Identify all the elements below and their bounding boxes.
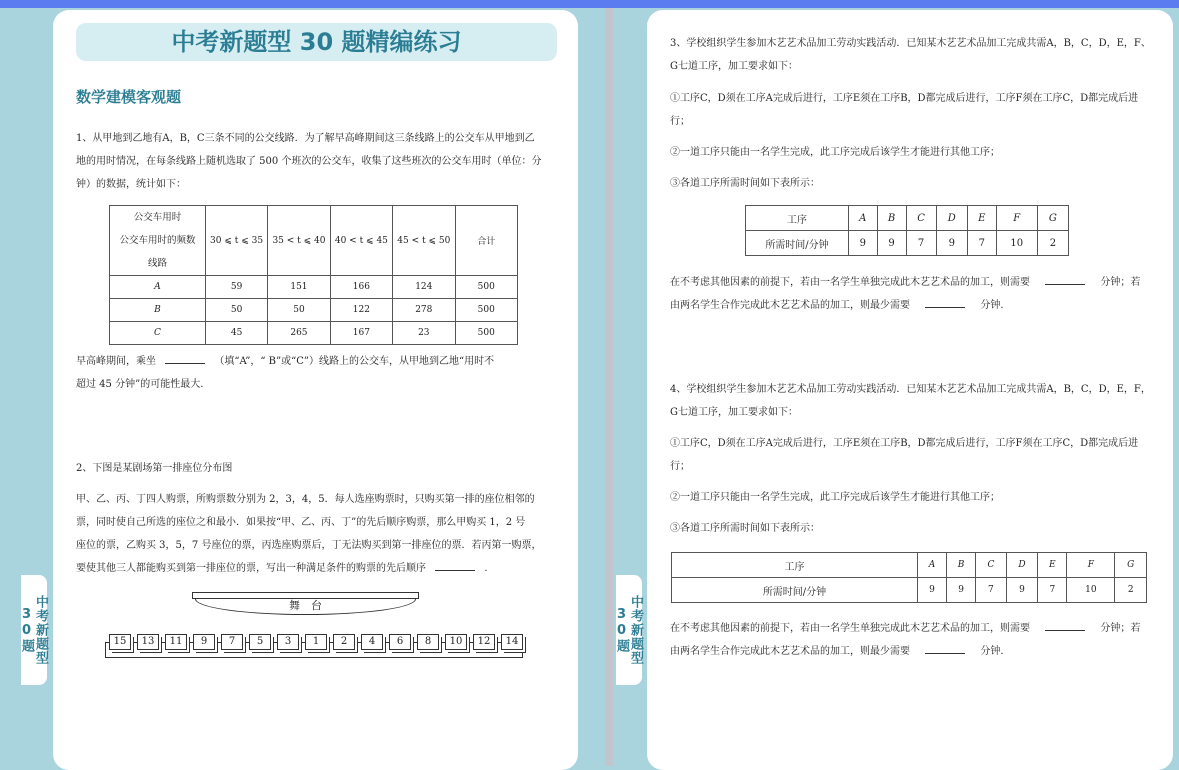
question-4-answer <box>670 617 1140 663</box>
question-3-answer <box>670 271 1140 317</box>
question-line <box>76 557 541 580</box>
process-time-table-q3 <box>745 205 1069 256</box>
question-4-req-2: ②一道工序只能由一名学生完成，此工序完成后该学生才能进行其他工序； <box>670 492 1000 503</box>
time-cell: 9 <box>936 231 967 256</box>
table-header: 30 ⩽ t ⩽ 35 <box>205 206 267 276</box>
time-cell: 7 <box>1038 578 1067 603</box>
answer-text: 分钟；若 <box>1100 623 1141 634</box>
answer-text: 分钟. <box>980 300 1004 311</box>
row-label: B <box>110 299 206 322</box>
side-tab-label: 中考新题型30题 <box>616 575 642 685</box>
time-cell: 2 <box>1037 231 1068 256</box>
table-cell: 278 <box>393 299 455 322</box>
question-line: G七道工序，加工要求如下： <box>670 407 798 418</box>
answer-blank[interactable] <box>435 570 475 571</box>
step-cell: A <box>918 553 947 578</box>
document-page-right <box>647 10 1173 770</box>
table-cell: 59 <box>205 276 267 299</box>
table-cell: 500 <box>455 299 517 322</box>
answer-blank[interactable] <box>925 653 965 654</box>
step-cell: B <box>946 553 975 578</box>
step-cell: E <box>967 206 996 231</box>
table-cell: 50 <box>268 299 330 322</box>
answer-line <box>670 617 1140 640</box>
time-cell: 10 <box>1067 578 1115 603</box>
answer-text: （填“A”，“ B”或“C”）线路上的公交车，从甲地到乙地“用时不 <box>214 356 495 367</box>
seat: 2 <box>333 634 355 650</box>
seat-row <box>105 632 523 660</box>
stage-label: 舞 台 <box>289 599 322 612</box>
question-2-intro: 2、下图是某剧场第一排座位分布图 <box>76 463 233 474</box>
table-header: 所需时间/分钟 <box>672 578 918 603</box>
question-line: 1、从甲地到乙地有A，B，C三条不同的公交线路．为了解早高峰期间这三条线路上的公交车从甲地到乙 <box>76 133 535 144</box>
time-cell: 9 <box>849 231 878 256</box>
step-cell: E <box>1038 553 1067 578</box>
row-label: A <box>110 276 206 299</box>
page-gutter <box>605 8 613 766</box>
table-header: 35 < t ⩽ 40 <box>268 206 330 276</box>
question-line: 票，同时使自己所选的座位之和最小．如果按“甲、乙、丙、丁”的先后顺序购票，那么甲购买 1，2 号 <box>76 517 526 528</box>
requirement-line: ①工序C，D须在工序A完成后进行，工序E须在工序B，D都完成后进行，工序F须在工序C，D都完成后进 <box>670 438 1139 449</box>
page-banner-title: 中考新题型 30 题精编练习 <box>76 23 557 61</box>
answer-blank[interactable] <box>165 363 205 364</box>
answer-text: 由两名学生合作完成此木艺艺术品的加工，则最少需要 <box>670 646 910 657</box>
table-cell: 167 <box>330 322 392 345</box>
seat: 11 <box>165 634 187 650</box>
table-header: 工序 <box>672 553 918 578</box>
question-3-req-3: ③各道工序所需时间如下表所示： <box>670 178 820 189</box>
question-2-text <box>76 488 541 580</box>
question-line: 钟）的数据，统计如下： <box>76 179 186 190</box>
seat: 12 <box>473 634 495 650</box>
time-cell: 9 <box>1006 578 1038 603</box>
answer-line <box>670 271 1140 294</box>
document-page-left <box>53 10 578 770</box>
table-cell: 23 <box>393 322 455 345</box>
requirement-line: 行； <box>670 116 690 127</box>
process-time-table-q4 <box>671 552 1147 603</box>
table-row <box>110 299 518 322</box>
answer-text: 早高峰期间，乘坐 <box>76 356 156 367</box>
table-corner-cell <box>110 206 206 276</box>
question-line: 4、学校组织学生参加木艺艺术品加工劳动实践活动．已知某木艺艺术品加工完成共需A，B，C，D，E，F， <box>670 384 1151 395</box>
answer-blank[interactable] <box>1045 630 1085 631</box>
stage <box>195 598 416 615</box>
step-cell: F <box>1067 553 1115 578</box>
time-cell: 9 <box>918 578 947 603</box>
answer-text: 分钟. <box>980 646 1004 657</box>
time-cell: 2 <box>1115 578 1147 603</box>
question-line: 3、学校组织学生参加木艺艺术品加工劳动实践活动．已知某木艺艺术品加工完成共需A，B，C，D，E，F、 <box>670 38 1151 49</box>
seat: 5 <box>249 634 271 650</box>
requirement-line: ①工序C，D须在工序A完成后进行，工序E须在工序B，D都完成后进行，工序F须在工序C，D都完成后进 <box>670 93 1139 104</box>
question-4-text <box>670 378 1151 424</box>
question-3-text <box>670 32 1151 78</box>
table-cell: 166 <box>330 276 392 299</box>
table-cell: 122 <box>330 299 392 322</box>
step-cell: G <box>1115 553 1147 578</box>
answer-text: 在不考虑其他因素的前提下，若由一名学生单独完成此木艺艺术品的加工，则需要 <box>670 277 1030 288</box>
table-cell: 500 <box>455 322 517 345</box>
question-line: 座位的票，乙购买 3，5，7 号座位的票，丙选座购票后，丁无法购买到第一排座位的票．若丙第一购票， <box>76 540 542 551</box>
table-cell: 124 <box>393 276 455 299</box>
table-row <box>110 322 518 345</box>
time-cell: 9 <box>946 578 975 603</box>
question-text: . <box>484 563 488 574</box>
answer-line <box>670 294 1140 317</box>
table-header: 合计 <box>455 206 517 276</box>
question-3-req-1 <box>670 87 1138 133</box>
step-cell: D <box>1006 553 1038 578</box>
time-cell: 7 <box>967 231 996 256</box>
corner-label: 公交车用时的频数 <box>119 235 196 246</box>
seat: 10 <box>445 634 467 650</box>
question-1-answer <box>76 350 494 396</box>
step-cell: C <box>976 553 1006 578</box>
bus-time-table <box>109 205 518 345</box>
time-cell: 7 <box>906 231 936 256</box>
table-cell: 45 <box>205 322 267 345</box>
seat: 8 <box>417 634 439 650</box>
question-text: 要使其他三人都能购买到第一排座位的票，写出一种满足条件的购票的先后顺序 <box>76 563 426 574</box>
seat: 13 <box>137 634 159 650</box>
time-cell: 9 <box>877 231 906 256</box>
question-4-req-3: ③各道工序所需时间如下表所示： <box>670 523 820 534</box>
time-cell: 7 <box>976 578 1006 603</box>
question-line: 甲、乙、丙、丁四人购票，所购票数分别为 2，3，4，5．每人选座购票时，只购买第一排的座位相邻的 <box>76 494 535 505</box>
answer-text: 分钟；若 <box>1100 277 1141 288</box>
step-cell: D <box>936 206 967 231</box>
table-header: 45 < t ⩽ 50 <box>393 206 455 276</box>
question-4-req-1 <box>670 432 1138 478</box>
step-cell: B <box>877 206 906 231</box>
table-header: 工序 <box>746 206 849 231</box>
seat: 14 <box>501 634 523 650</box>
answer-text: 由两名学生合作完成此木艺艺术品的加工，则最少需要 <box>670 300 910 311</box>
table-header: 所需时间/分钟 <box>746 231 849 256</box>
seat: 15 <box>109 634 131 650</box>
seat: 1 <box>305 634 327 650</box>
table-cell: 151 <box>268 276 330 299</box>
answer-line: 超过 45 分钟”的可能性最大. <box>76 379 204 390</box>
answer-blank[interactable] <box>925 307 965 308</box>
table-row <box>110 276 518 299</box>
table-header: 40 < t ⩽ 45 <box>330 206 392 276</box>
question-1-text <box>76 127 541 196</box>
seat: 6 <box>389 634 411 650</box>
corner-label: 公交车用时 <box>133 212 182 223</box>
table-cell: 265 <box>268 322 330 345</box>
table-cell: 50 <box>205 299 267 322</box>
answer-line <box>76 350 494 373</box>
requirement-line: 行； <box>670 461 690 472</box>
row-label: C <box>110 322 206 345</box>
answer-blank[interactable] <box>1045 284 1085 285</box>
seat: 7 <box>221 634 243 650</box>
seat: 9 <box>193 634 215 650</box>
viewer-top-bar <box>0 0 1179 8</box>
corner-label: 线路 <box>147 258 167 269</box>
table-cell: 500 <box>455 276 517 299</box>
time-cell: 10 <box>996 231 1037 256</box>
step-cell: A <box>849 206 878 231</box>
step-cell: C <box>906 206 936 231</box>
step-cell: F <box>996 206 1037 231</box>
seat: 3 <box>277 634 299 650</box>
seat: 4 <box>361 634 383 650</box>
step-cell: G <box>1037 206 1068 231</box>
answer-text: 在不考虑其他因素的前提下，若由一名学生单独完成此木艺艺术品的加工，则需要 <box>670 623 1030 634</box>
question-line: G七道工序，加工要求如下： <box>670 61 798 72</box>
section-title: 数学建模客观题 <box>76 88 182 106</box>
answer-line <box>670 640 1140 663</box>
question-line: 地的用时情况，在每条线路上随机选取了 500 个班次的公交车，收集了这些班次的公交车用时（单位：分 <box>76 156 542 167</box>
side-tab-label: 中考新题型30题 <box>21 575 47 685</box>
question-3-req-2: ②一道工序只能由一名学生完成，此工序完成后该学生才能进行其他工序； <box>670 147 1000 158</box>
